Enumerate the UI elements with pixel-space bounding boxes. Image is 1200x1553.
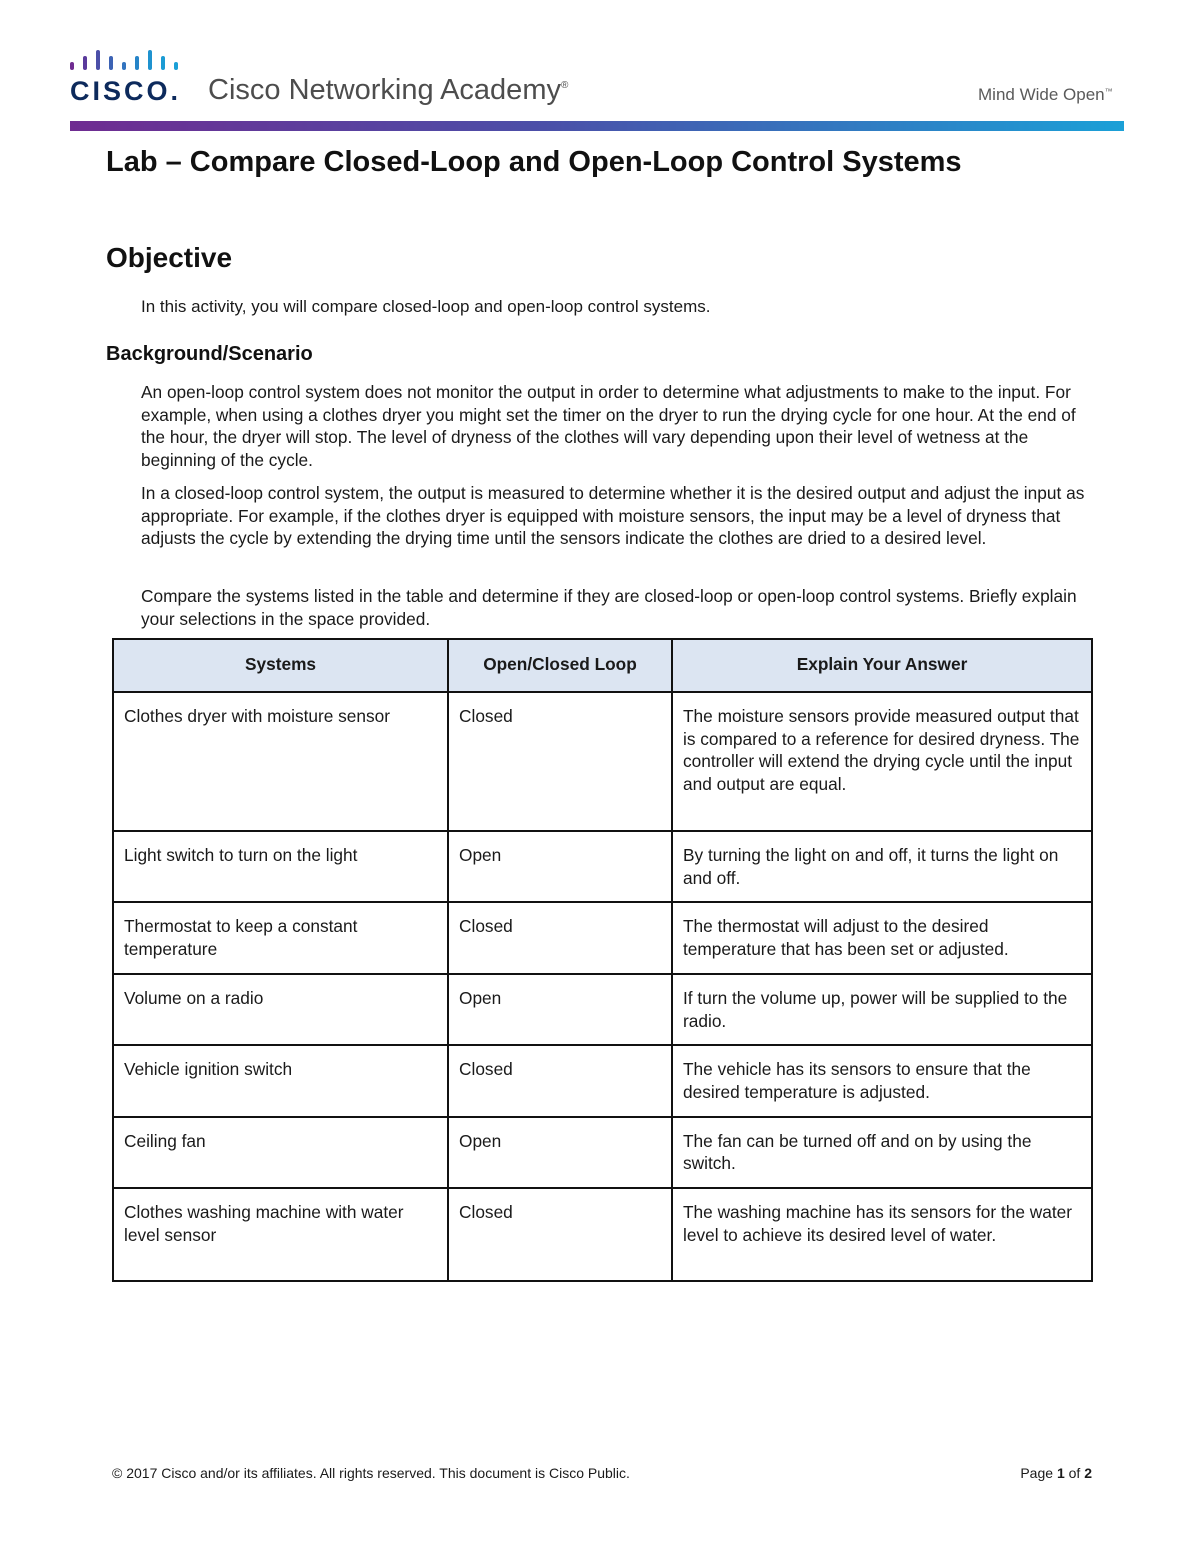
explanation-cell: The washing machine has its sensors for the water level to achieve its desired level of water. (672, 1188, 1092, 1281)
loop-type-cell: Closed (448, 692, 672, 831)
system-cell: Clothes washing machine with water level sensor (113, 1188, 448, 1281)
system-cell: Light switch to turn on the light (113, 831, 448, 902)
system-cell: Vehicle ignition switch (113, 1045, 448, 1116)
table-row (113, 1045, 1092, 1116)
background-heading: Background/Scenario (106, 343, 313, 365)
table-row (113, 974, 1092, 1045)
cisco-wordmark: CISCO. (70, 76, 182, 106)
page-header (0, 0, 1200, 140)
page-title: Lab – Compare Closed-Loop and Open-Loop Control Systems (106, 146, 962, 178)
loop-type-cell: Closed (448, 1188, 672, 1281)
explanation-cell: The vehicle has its sensors to ensure that the desired temperature is adjusted. (672, 1045, 1092, 1116)
loop-type-cell: Open (448, 831, 672, 902)
header-gradient-bar (70, 121, 1124, 131)
loop-type-cell: Open (448, 974, 672, 1045)
explanation-cell: The moisture sensors provide measured output that is compared to a reference for desired dryness. The controller will extend the drying cycle until the input and output are equal. (672, 692, 1092, 831)
explanation-cell: If turn the volume up, power will be supplied to the radio. (672, 974, 1092, 1045)
header-explain-answer: Explain Your Answer (672, 639, 1092, 692)
cisco-logo-bars-icon (70, 46, 180, 74)
explanation-cell: By turning the light on and off, it turns the light on and off. (672, 831, 1092, 902)
table-row (113, 902, 1092, 973)
background-paragraph-1: An open-loop control system does not monitor the output in order to determine what adjustments to make to the input. For example, when using a clothes dryer you might set the timer on the dryer to run the drying cycle for one hour. At the end of the hour, the dryer will stop. The level of dryness of the clothes will vary depending upon their level of wetness at the beginning of the cycle. (141, 382, 1076, 471)
tagline: Mind Wide Open™ (978, 85, 1113, 104)
background-paragraph-3: Compare the systems listed in the table and determine if they are closed-loop or open-loop control systems. Briefly explain your selections in the space provided. (141, 586, 1077, 629)
system-cell: Ceiling fan (113, 1117, 448, 1188)
objective-heading: Objective (106, 242, 233, 273)
footer-copyright: © 2017 Cisco and/or its affiliates. All rights reserved. This document is Cisco Public. (112, 1465, 630, 1481)
systems-table (112, 638, 1093, 1282)
table-row (113, 692, 1092, 831)
table-row (113, 1117, 1092, 1188)
explanation-cell: The fan can be turned off and on by using the switch. (672, 1117, 1092, 1188)
table-row (113, 1188, 1092, 1281)
loop-type-cell: Closed (448, 1045, 672, 1116)
header-open-closed-loop: Open/Closed Loop (448, 639, 672, 692)
objective-text: In this activity, you will compare closed-loop and open-loop control systems. (141, 297, 711, 316)
loop-type-cell: Closed (448, 902, 672, 973)
academy-name: Cisco Networking Academy® (208, 74, 569, 106)
explanation-cell: The thermostat will adjust to the desired temperature that has been set or adjusted. (672, 902, 1092, 973)
header-systems: Systems (113, 639, 448, 692)
system-cell: Thermostat to keep a constant temperature (113, 902, 448, 973)
system-cell: Volume on a radio (113, 974, 448, 1045)
table-row (113, 831, 1092, 902)
table-header-row (113, 639, 1092, 692)
loop-type-cell: Open (448, 1117, 672, 1188)
background-paragraph-2: In a closed-loop control system, the output is measured to determine whether it is the desired output and adjust the input as appropriate. For example, if the clothes dryer is equipped with moisture sensors, the input may be a level of dryness that adjusts the cycle by extending the drying time until the sensors indicate the clothes are dried to a desired level. (141, 483, 1085, 549)
system-cell: Clothes dryer with moisture sensor (113, 692, 448, 831)
footer-page-number: Page 1 of 2 (1020, 1465, 1092, 1481)
